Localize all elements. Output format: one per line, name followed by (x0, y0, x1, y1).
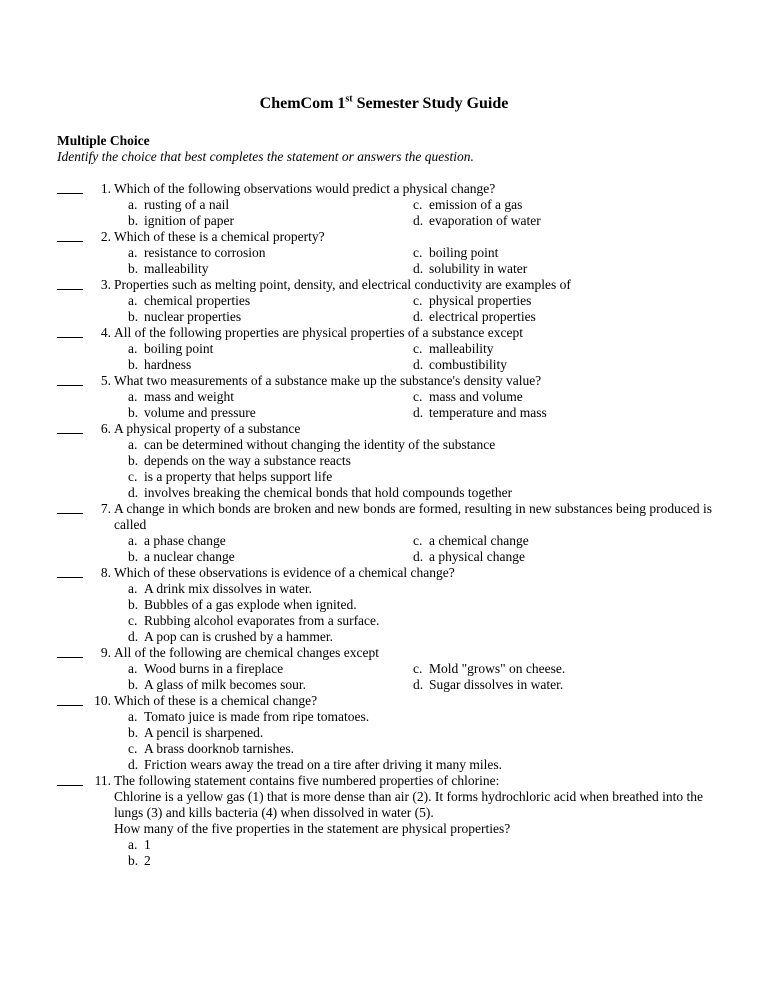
answer-choice (128, 453, 351, 469)
question-stem: Which of these is a chemical property? (114, 229, 325, 244)
question-stem: All of the following properties are physical properties of a substance except (114, 325, 523, 340)
question-number: 8. (100, 565, 111, 580)
title-superscript: st (345, 93, 353, 105)
choice-text: can be determined without changing the identity of the substance (144, 437, 496, 452)
instructions: Identify the choice that best completes the statement or answers the question. (57, 149, 474, 164)
answer-choices (114, 581, 768, 645)
choice-text: A pencil is sharpened. (144, 725, 264, 740)
answer-choice (413, 389, 698, 405)
question-stem-continued: How many of the five properties in the statement are physical properties? (114, 821, 511, 836)
question-number: 2. (100, 229, 111, 244)
question-stem: Properties such as melting point, density, and electrical conductivity are examples of (114, 277, 571, 292)
answer-blank[interactable] (57, 773, 83, 789)
answer-choice (128, 293, 413, 309)
answer-choice (128, 485, 512, 501)
answer-choice (128, 213, 413, 229)
choice-letter: a. (128, 533, 138, 548)
question-number: 5. (100, 373, 111, 388)
choice-text: a nuclear change (144, 549, 235, 564)
choice-letter: c. (128, 613, 138, 628)
question-item (0, 501, 768, 565)
choice-letter: a. (128, 389, 138, 404)
choice-text: Wood burns in a fireplace (144, 661, 284, 676)
answer-choice (128, 661, 413, 677)
choice-text: ignition of paper (144, 213, 234, 228)
answer-blank[interactable] (57, 325, 83, 341)
choice-letter: b. (128, 309, 139, 324)
answer-blank[interactable] (57, 645, 83, 661)
choice-letter: a. (128, 837, 138, 852)
choice-letter: c. (413, 389, 423, 404)
choice-text: a physical change (429, 549, 525, 564)
choice-letter: b. (128, 405, 139, 420)
question-number: 1. (100, 181, 111, 196)
choice-text: temperature and mass (429, 405, 547, 420)
choice-letter: d. (128, 485, 139, 500)
question-item (0, 181, 768, 229)
answer-blank[interactable] (57, 565, 83, 581)
answer-choice (128, 245, 413, 261)
choice-letter: b. (128, 357, 139, 372)
choice-text: A pop can is crushed by a hammer. (144, 629, 333, 644)
choice-letter: a. (128, 197, 138, 212)
choice-letter: b. (128, 677, 139, 692)
choice-text: a chemical change (429, 533, 529, 548)
answer-choice (128, 613, 379, 629)
choice-letter: b. (128, 213, 139, 228)
answer-blank[interactable] (57, 229, 83, 245)
question-stem: A change in which bonds are broken and new bonds are formed, resulting in new substances being produced is called (114, 501, 712, 532)
answer-choices (114, 245, 768, 277)
choice-text: boiling point (429, 245, 499, 260)
answer-choices (114, 709, 768, 773)
answer-choices (114, 437, 768, 501)
answer-choice (128, 677, 413, 693)
question-number: 4. (100, 325, 111, 340)
choice-letter: d. (413, 405, 424, 420)
answer-choice (128, 437, 495, 453)
question-item (0, 373, 768, 421)
choice-text: is a property that helps support life (144, 469, 333, 484)
title-rest: Semester Study Guide (352, 95, 509, 112)
answer-blank[interactable] (57, 421, 83, 437)
answer-blank[interactable] (57, 501, 83, 517)
question-number: 11. (94, 773, 111, 788)
answer-choice (128, 261, 413, 277)
choice-letter: b. (128, 453, 139, 468)
choice-text: volume and pressure (144, 405, 256, 420)
question-stem: Which of these observations is evidence of a chemical change? (114, 565, 455, 580)
choice-letter: c. (128, 741, 138, 756)
choice-letter: a. (128, 341, 138, 356)
choice-letter: c. (413, 293, 423, 308)
choice-letter: d. (413, 213, 424, 228)
choice-letter: d. (413, 261, 424, 276)
choice-letter: b. (128, 261, 139, 276)
question-number: 10. (94, 693, 111, 708)
choice-letter: a. (128, 293, 138, 308)
choice-letter: c. (413, 661, 423, 676)
choice-text: boiling point (144, 341, 214, 356)
answer-blank[interactable] (57, 181, 83, 197)
choice-text: Sugar dissolves in water. (429, 677, 564, 692)
page-title (0, 94, 768, 114)
answer-choice (128, 309, 413, 325)
choice-text: a phase change (144, 533, 226, 548)
choice-text: A brass doorknob tarnishes. (144, 741, 294, 756)
question-stem: All of the following are chemical changes except (114, 645, 380, 660)
question-stem-continued: Chlorine is a yellow gas (1) that is more dense than air (2). It forms hydrochloric acid when breathed into the lungs (3) and kills bacteria (4) when dissolved in water (5). (114, 789, 703, 820)
answer-choice (128, 629, 333, 645)
answer-choice (128, 389, 413, 405)
answer-choice (413, 549, 698, 565)
choice-text: 2 (144, 853, 151, 868)
choice-text: mass and weight (144, 389, 234, 404)
answer-choice (128, 197, 413, 213)
question-item (0, 645, 768, 693)
choice-text: A glass of milk becomes sour. (144, 677, 306, 692)
answer-choices (114, 341, 768, 373)
choice-letter: b. (128, 597, 139, 612)
choice-letter: d. (413, 309, 424, 324)
choice-letter: c. (413, 197, 423, 212)
choice-text: involves breaking the chemical bonds that hold compounds together (144, 485, 513, 500)
choice-letter: a. (128, 709, 138, 724)
answer-choices (114, 389, 768, 421)
choice-letter: a. (128, 661, 138, 676)
choice-text: rusting of a nail (144, 197, 230, 212)
question-item (0, 773, 768, 869)
choice-text: mass and volume (429, 389, 523, 404)
choice-text: electrical properties (429, 309, 536, 324)
choice-letter: a. (128, 437, 138, 452)
answer-choice (128, 469, 332, 485)
choice-text: evaporation of water (429, 213, 541, 228)
choice-text: Mold "grows" on cheese. (429, 661, 566, 676)
choice-letter: d. (413, 677, 424, 692)
answer-choice (413, 213, 698, 229)
answer-choice (128, 853, 151, 869)
question-item (0, 325, 768, 373)
question-number: 9. (100, 645, 111, 660)
question-number: 6. (100, 421, 111, 436)
choice-letter: d. (128, 757, 139, 772)
choice-letter: c. (413, 533, 423, 548)
question-number: 3. (100, 277, 111, 292)
choice-text: Friction wears away the tread on a tire after driving it many miles. (144, 757, 503, 772)
answer-choice (128, 709, 369, 725)
question-stem: Which of these is a chemical change? (114, 693, 318, 708)
answer-choices (114, 533, 768, 565)
answer-choice (128, 341, 413, 357)
answer-choice (128, 597, 357, 613)
choice-letter: c. (413, 245, 423, 260)
answer-choice (413, 261, 698, 277)
answer-blank[interactable] (57, 693, 83, 709)
choice-text: Bubbles of a gas explode when ignited. (144, 597, 357, 612)
choice-text: chemical properties (144, 293, 251, 308)
choice-letter: d. (413, 549, 424, 564)
choice-text: Rubbing alcohol evaporates from a surface. (144, 613, 380, 628)
answer-choices (114, 837, 768, 869)
choice-letter: c. (413, 341, 423, 356)
question-item (0, 565, 768, 645)
choice-letter: d. (413, 357, 424, 372)
choice-letter: c. (128, 469, 138, 484)
answer-choice (413, 309, 698, 325)
question-stem: A physical property of a substance (114, 421, 301, 436)
choice-text: nuclear properties (144, 309, 242, 324)
question-item (0, 277, 768, 325)
choice-text: 1 (144, 837, 151, 852)
answer-choices (114, 661, 768, 693)
answer-choice (413, 533, 698, 549)
choice-text: malleability (429, 341, 494, 356)
answer-choices (114, 197, 768, 229)
question-stem: What two measurements of a substance make up the substance's density value? (114, 373, 542, 388)
choice-text: hardness (144, 357, 192, 372)
answer-choice (413, 357, 698, 373)
choice-letter: b. (128, 725, 139, 740)
question-item (0, 693, 768, 773)
choice-text: solubility in water (429, 261, 528, 276)
answer-blank[interactable] (57, 373, 83, 389)
choice-text: combustibility (429, 357, 508, 372)
choice-letter: d. (128, 629, 139, 644)
question-stem: The following statement contains five numbered properties of chlorine: (114, 773, 500, 788)
choice-letter: a. (128, 245, 138, 260)
answer-choice (128, 757, 502, 773)
choice-letter: b. (128, 853, 139, 868)
answer-choice (413, 245, 698, 261)
question-item (0, 229, 768, 277)
choice-text: A drink mix dissolves in water. (144, 581, 312, 596)
answer-choice (128, 405, 413, 421)
choice-text: emission of a gas (429, 197, 523, 212)
answer-choice (128, 581, 312, 597)
answer-choice (413, 677, 698, 693)
choice-text: malleability (144, 261, 209, 276)
answer-choice (128, 837, 151, 853)
question-stem: Which of the following observations would predict a physical change? (114, 181, 496, 196)
choice-text: physical properties (429, 293, 532, 308)
title-main: ChemCom 1 (259, 95, 346, 112)
answer-choice (128, 549, 413, 565)
answer-choice (128, 357, 413, 373)
answer-choice (413, 405, 698, 421)
answer-choice (413, 661, 698, 677)
choice-text: depends on the way a substance reacts (144, 453, 351, 468)
choice-text: Tomato juice is made from ripe tomatoes. (144, 709, 370, 724)
choice-text: resistance to corrosion (144, 245, 266, 260)
answer-choice (413, 197, 698, 213)
choice-letter: a. (128, 581, 138, 596)
answer-choice (128, 741, 294, 757)
answer-blank[interactable] (57, 277, 83, 293)
answer-choice (128, 533, 413, 549)
question-item (0, 421, 768, 501)
question-list (0, 181, 768, 869)
answer-choice (128, 725, 263, 741)
section-heading: Multiple Choice (57, 133, 150, 148)
question-number: 7. (100, 501, 111, 516)
answer-choice (413, 293, 698, 309)
answer-choices (114, 293, 768, 325)
choice-letter: b. (128, 549, 139, 564)
answer-choice (413, 341, 698, 357)
